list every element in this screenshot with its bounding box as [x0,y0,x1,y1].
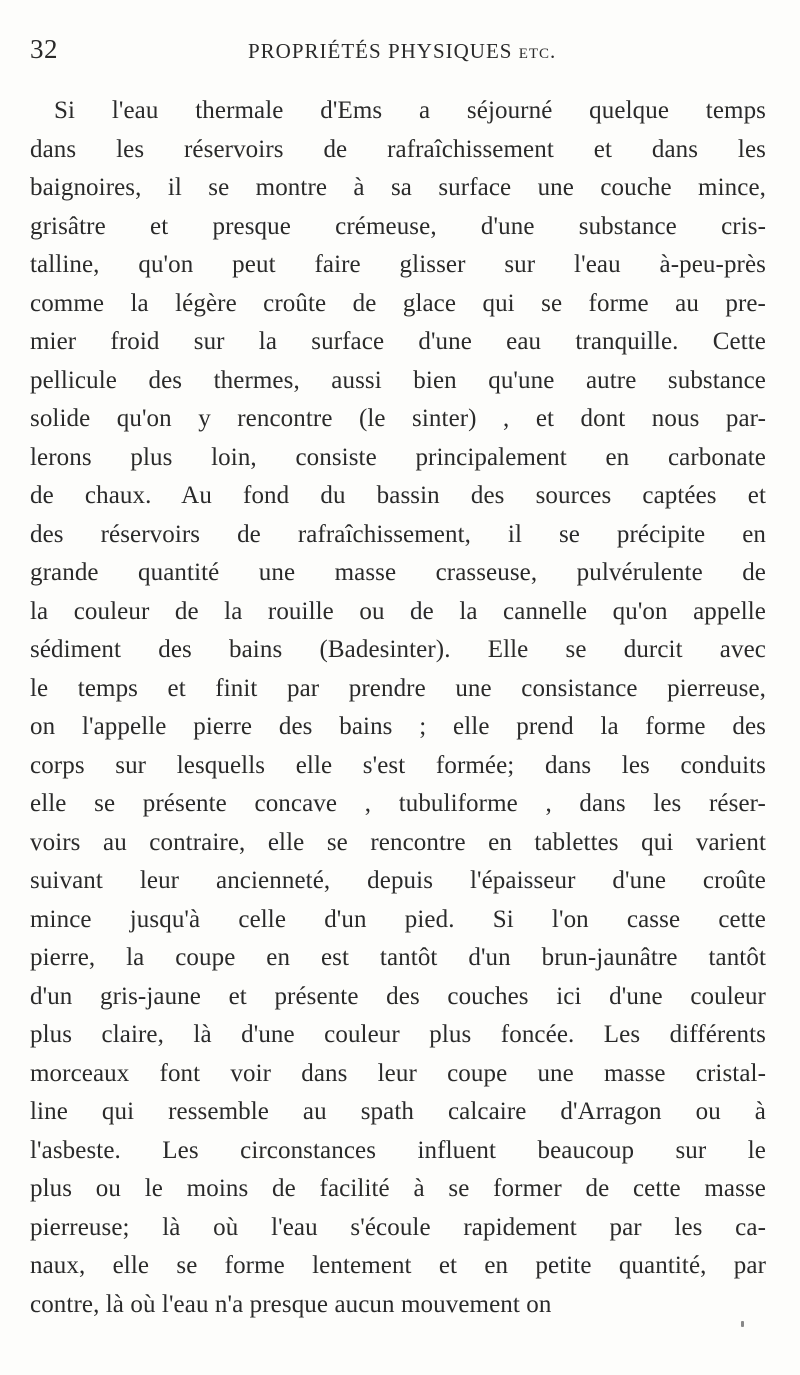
text-line: lerons plus loin, consiste principalement en carbonate [30,443,766,471]
text-line: Si l'eau thermale d'Ems a séjourné quelque temps [54,97,766,124]
text-line: mier froid sur la surface d'une eau tranquille. Cette [30,328,766,355]
text-line: line qui ressemble au spath calcaire d'Arragon ou à [30,1098,766,1125]
text-line: mince jusqu'à celle d'un pied. Si l'on casse cette [30,905,766,933]
text-line: l'asbeste. Les circonstances influent beaucoup sur le [30,1136,766,1164]
text-line: pierre, la coupe en est tantôt d'un brun-jaunâtre tantôt [30,944,766,971]
ink-speck [741,1321,744,1327]
text-line: voirs au contraire, elle se rencontre en tablettes qui varient [30,828,766,856]
text-line: grisâtre et presque crémeuse, d'une substance cris- [30,212,766,240]
text-line: plus claire, là d'une couleur plus foncée. Les différents [30,1021,766,1048]
text-line: grande quantité une masse crasseuse, pulvérulente de [30,559,766,586]
text-line: pellicule des thermes, aussi bien qu'une autre substance [30,366,766,394]
text-line: pierreuse; là où l'eau s'écoule rapidement par les ca- [30,1213,766,1241]
text-line: comme la légère croûte de glace qui se forme au pre- [30,289,766,317]
text-line: talline, qu'on peut faire glisser sur l'eau à-peu-près [30,251,766,278]
text-line: corps sur lesquells elle s'est formée; dans les conduits [30,751,766,779]
text-line: naux, elle se forme lentement et en petite quantité, par [30,1252,766,1279]
text-line: plus ou le moins de facilité à se former de cette masse [30,1175,766,1202]
text-line: morceaux font voir dans leur coupe une masse cristal- [30,1059,766,1087]
running-title: PROPRIÉTÉS PHYSIQUES etc. [248,39,557,63]
text-line: solide qu'on y rencontre (le sinter) , et dont nous par- [30,405,766,432]
text-line: le temps et finit par prendre une consistance pierreuse, [30,674,766,702]
text-line: des réservoirs de rafraîchissement, il se précipite en [30,520,766,548]
text-line: elle se présente concave , tubuliforme , dans les réser- [30,790,766,817]
text-line: sédiment des bains (Badesinter). Elle se durcit avec [30,636,766,663]
text-line: contre, là où l'eau n'a presque aucun mouvement on [30,1290,552,1318]
text-line: d'un gris-jaune et présente des couches ici d'une couleur [30,982,766,1010]
text-line: on l'appelle pierre des bains ; elle prend la forme des [30,713,766,740]
running-head [30,34,770,70]
text-line: baignoires, il se montre à sa surface une couche mince, [30,174,766,201]
page-number: 32 [30,34,58,64]
text-line: suivant leur ancienneté, depuis l'épaisseur d'une croûte [30,867,766,894]
text-line: dans les réservoirs de rafraîchissement et dans les [30,135,766,163]
body-text [30,92,766,1324]
text-line: la couleur de la rouille ou de la cannelle qu'on appelle [30,597,766,625]
text-line: de chaux. Au fond du bassin des sources captées et [30,482,766,509]
